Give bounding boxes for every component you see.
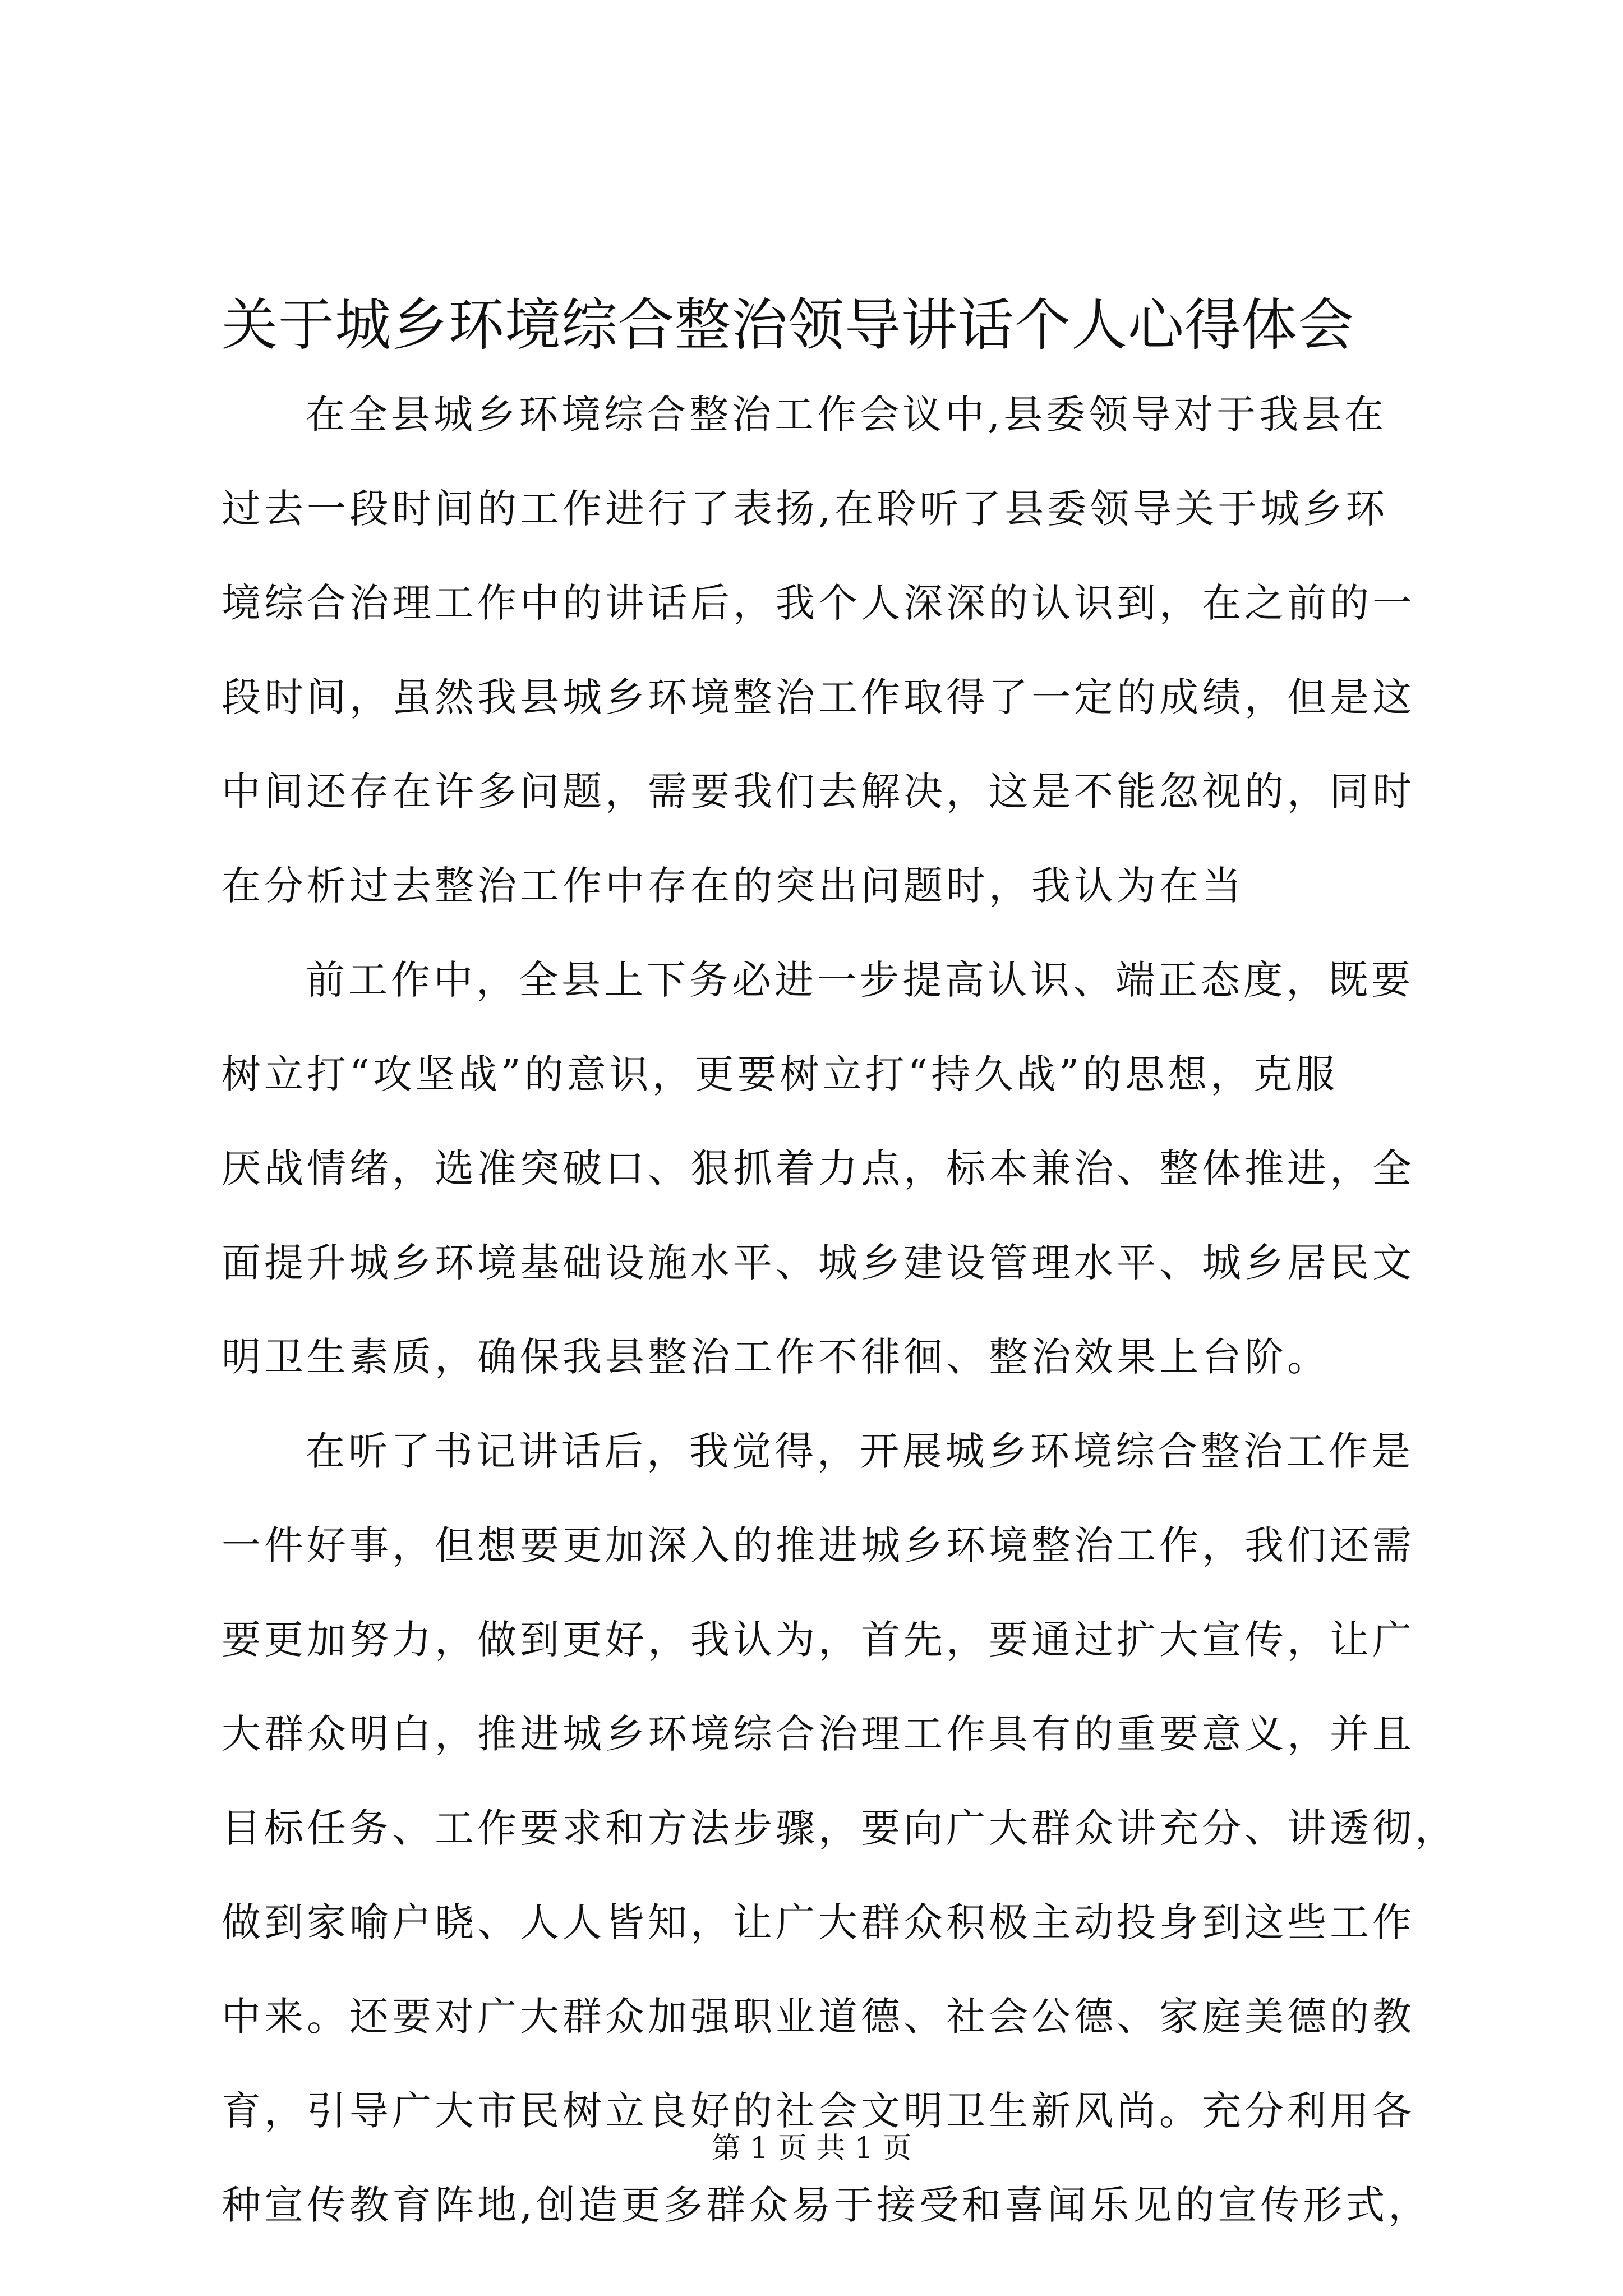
paragraph-2-line-3: 厌战情绪，选准突破口、狠抓着力点，标本兼治、整体推进，全 bbox=[222, 1145, 1415, 1191]
paragraph-2-line-1: 前工作中，全县上下务必进一步提高认识、端正态度，既要 bbox=[306, 957, 1414, 1003]
paragraph-3-line-1: 在听了书记讲话后，我觉得，开展城乡环境综合整治工作是 bbox=[306, 1428, 1414, 1474]
paragraph-1-line-5: 中间还存在许多问题，需要我们去解决，这是不能忽视的，同时 bbox=[222, 769, 1415, 815]
paragraph-3-line-9: 种宣传教育阵地,创造更多群众易于接受和喜闻乐见的宣传形式， bbox=[222, 2182, 1431, 2228]
paragraph-2-line-4: 面提升城乡环境基础设施水平、城乡建设管理水平、城乡居民文 bbox=[222, 1240, 1415, 1286]
paragraph-1-line-6: 在分析过去整治工作中存在的突出问题时，我认为在当 bbox=[222, 863, 1244, 909]
paragraph-3-line-2: 一件好事，但想要更加深入的推进城乡环境整治工作，我们还需 bbox=[222, 1522, 1415, 1568]
paragraph-2-line-5: 明卫生素质，确保我县整治工作不徘徊、整治效果上台阶。 bbox=[222, 1334, 1330, 1380]
paragraph-2-line-2: 树立打“攻坚战”的意识，更要树立打“持久战”的思想，克服 bbox=[222, 1051, 1339, 1097]
paragraph-3-line-7: 中来。还要对广大群众加强职业道德、社会公德、家庭美德的教 bbox=[222, 1994, 1415, 2040]
document-title: 关于城乡环境综合整治领导讲话个人心得体会 bbox=[222, 292, 1354, 358]
paragraph-1-line-3: 境综合治理工作中的讲话后，我个人深深的认识到，在之前的一 bbox=[222, 580, 1415, 626]
document-body bbox=[222, 367, 1458, 2252]
paragraph-3-line-5: 目标任务、工作要求和方法步骤，要向广大群众讲充分、讲透彻， bbox=[222, 1805, 1458, 1851]
paragraph-1-line-2: 过去一段时间的工作进行了表扬,在聆听了县委领导关于城乡环 bbox=[222, 486, 1389, 532]
paragraph-3-line-6: 做到家喻户晓、人人皆知，让广大群众积极主动投身到这些工作 bbox=[222, 1899, 1415, 1945]
paragraph-1-line-1: 在全县城乡环境综合整治工作会议中,县委领导对于我县在 bbox=[306, 392, 1387, 438]
paragraph-1-line-4: 段时间，虽然我县城乡环境整治工作取得了一定的成绩，但是这 bbox=[222, 674, 1415, 720]
paragraph-3-line-4: 大群众明白，推进城乡环境综合治理工作具有的重要意义，并且 bbox=[222, 1711, 1415, 1757]
page-number-footer: 第 1 页 共 1 页 bbox=[711, 2132, 912, 2165]
paragraph-3-line-3: 要更加努力，做到更好，我认为，首先，要通过扩大宣传，让广 bbox=[222, 1617, 1415, 1663]
paragraph-3-line-8: 育，引导广大市民树立良好的社会文明卫生新风尚。充分利用各 bbox=[222, 2088, 1415, 2134]
